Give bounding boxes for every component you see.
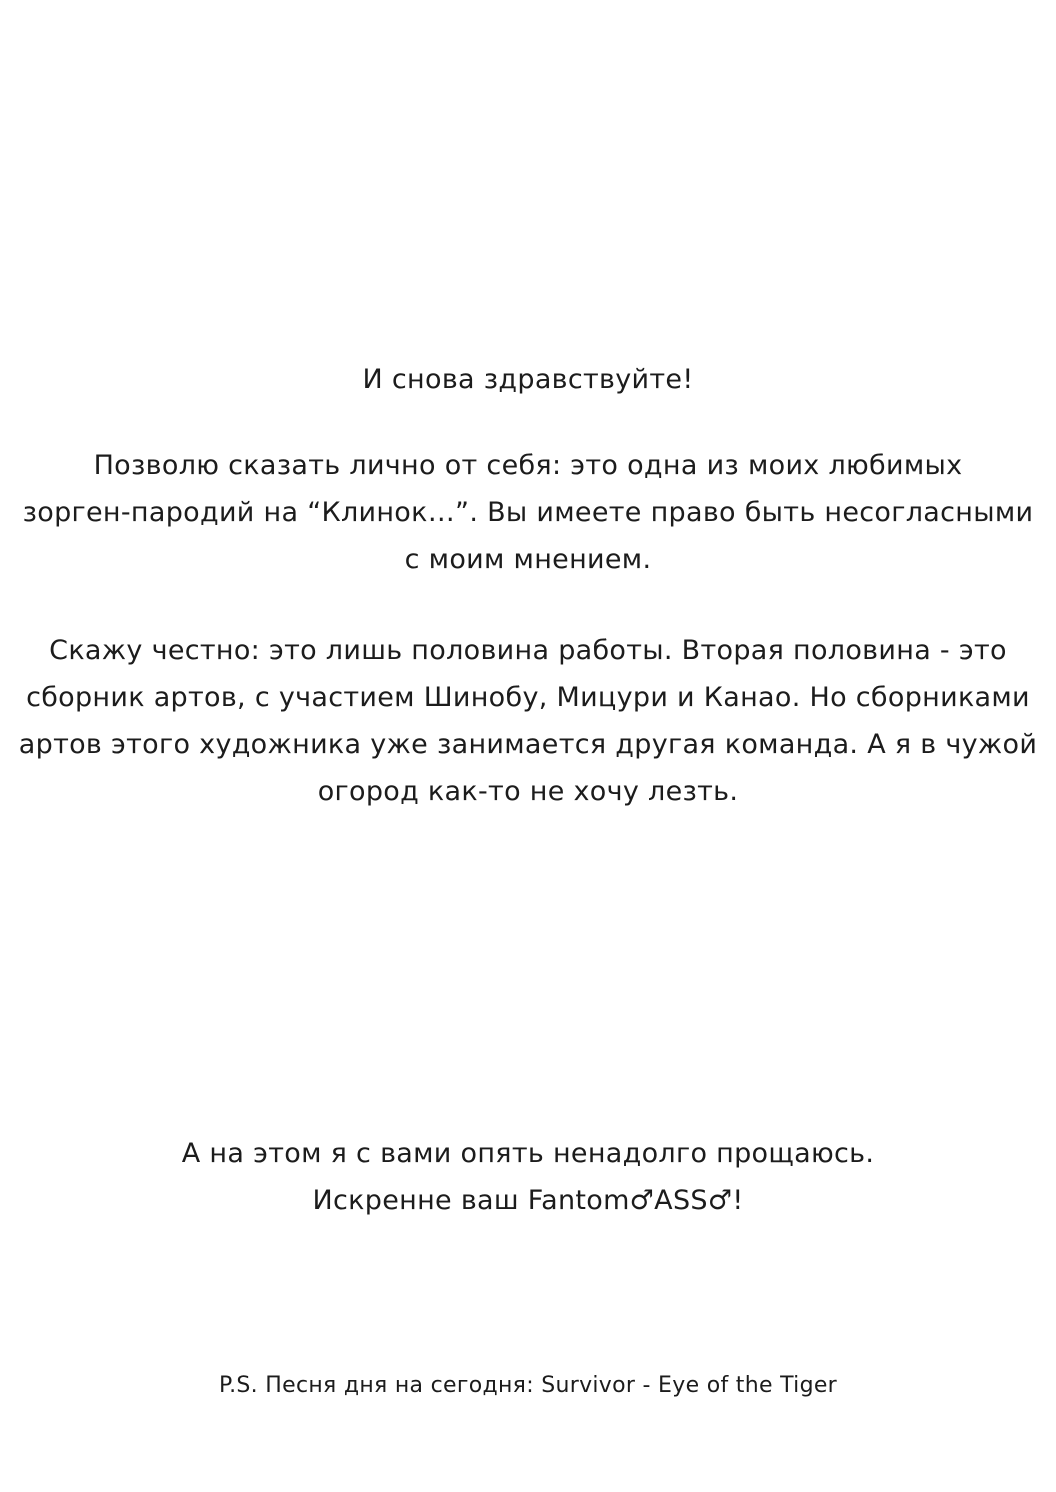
intro-paragraph [0, 442, 1056, 583]
greeting-paragraph [0, 356, 1056, 403]
intro-line-2: зорген-пародий на “Клинок…”. Вы имеете право быть несогласными [22, 497, 1034, 528]
greeting-line: И снова здравствуйте! [362, 364, 694, 395]
intro-line-3: с моим мнением. [404, 544, 652, 575]
postscript-paragraph [0, 1366, 1056, 1406]
body-line-1: Скажу честно: это лишь половина работы. Вторая половина - это [49, 635, 1007, 666]
intro-line-1: Позволю сказать лично от себя: это одна из моих любимых [93, 450, 963, 481]
body-line-4: огород как-то не хочу лезть. [317, 776, 739, 807]
body-line-2: сборник артов, с участием Шинобу, Мицури и Канао. Но сборниками [26, 682, 1030, 713]
farewell-line: А на этом я с вами опять ненадолго прощаюсь. [181, 1138, 875, 1169]
body-paragraph [0, 627, 1056, 815]
body-line-3: артов этого художника уже занимается другая команда. А я в чужой [18, 729, 1038, 760]
postscript-line: P.S. Песня дня на сегодня: Survivor - Eye of the Tiger [218, 1373, 838, 1398]
signature-line: Искренне ваш Fantom♂ASS♂! [312, 1185, 744, 1216]
farewell-paragraph [0, 1130, 1056, 1224]
